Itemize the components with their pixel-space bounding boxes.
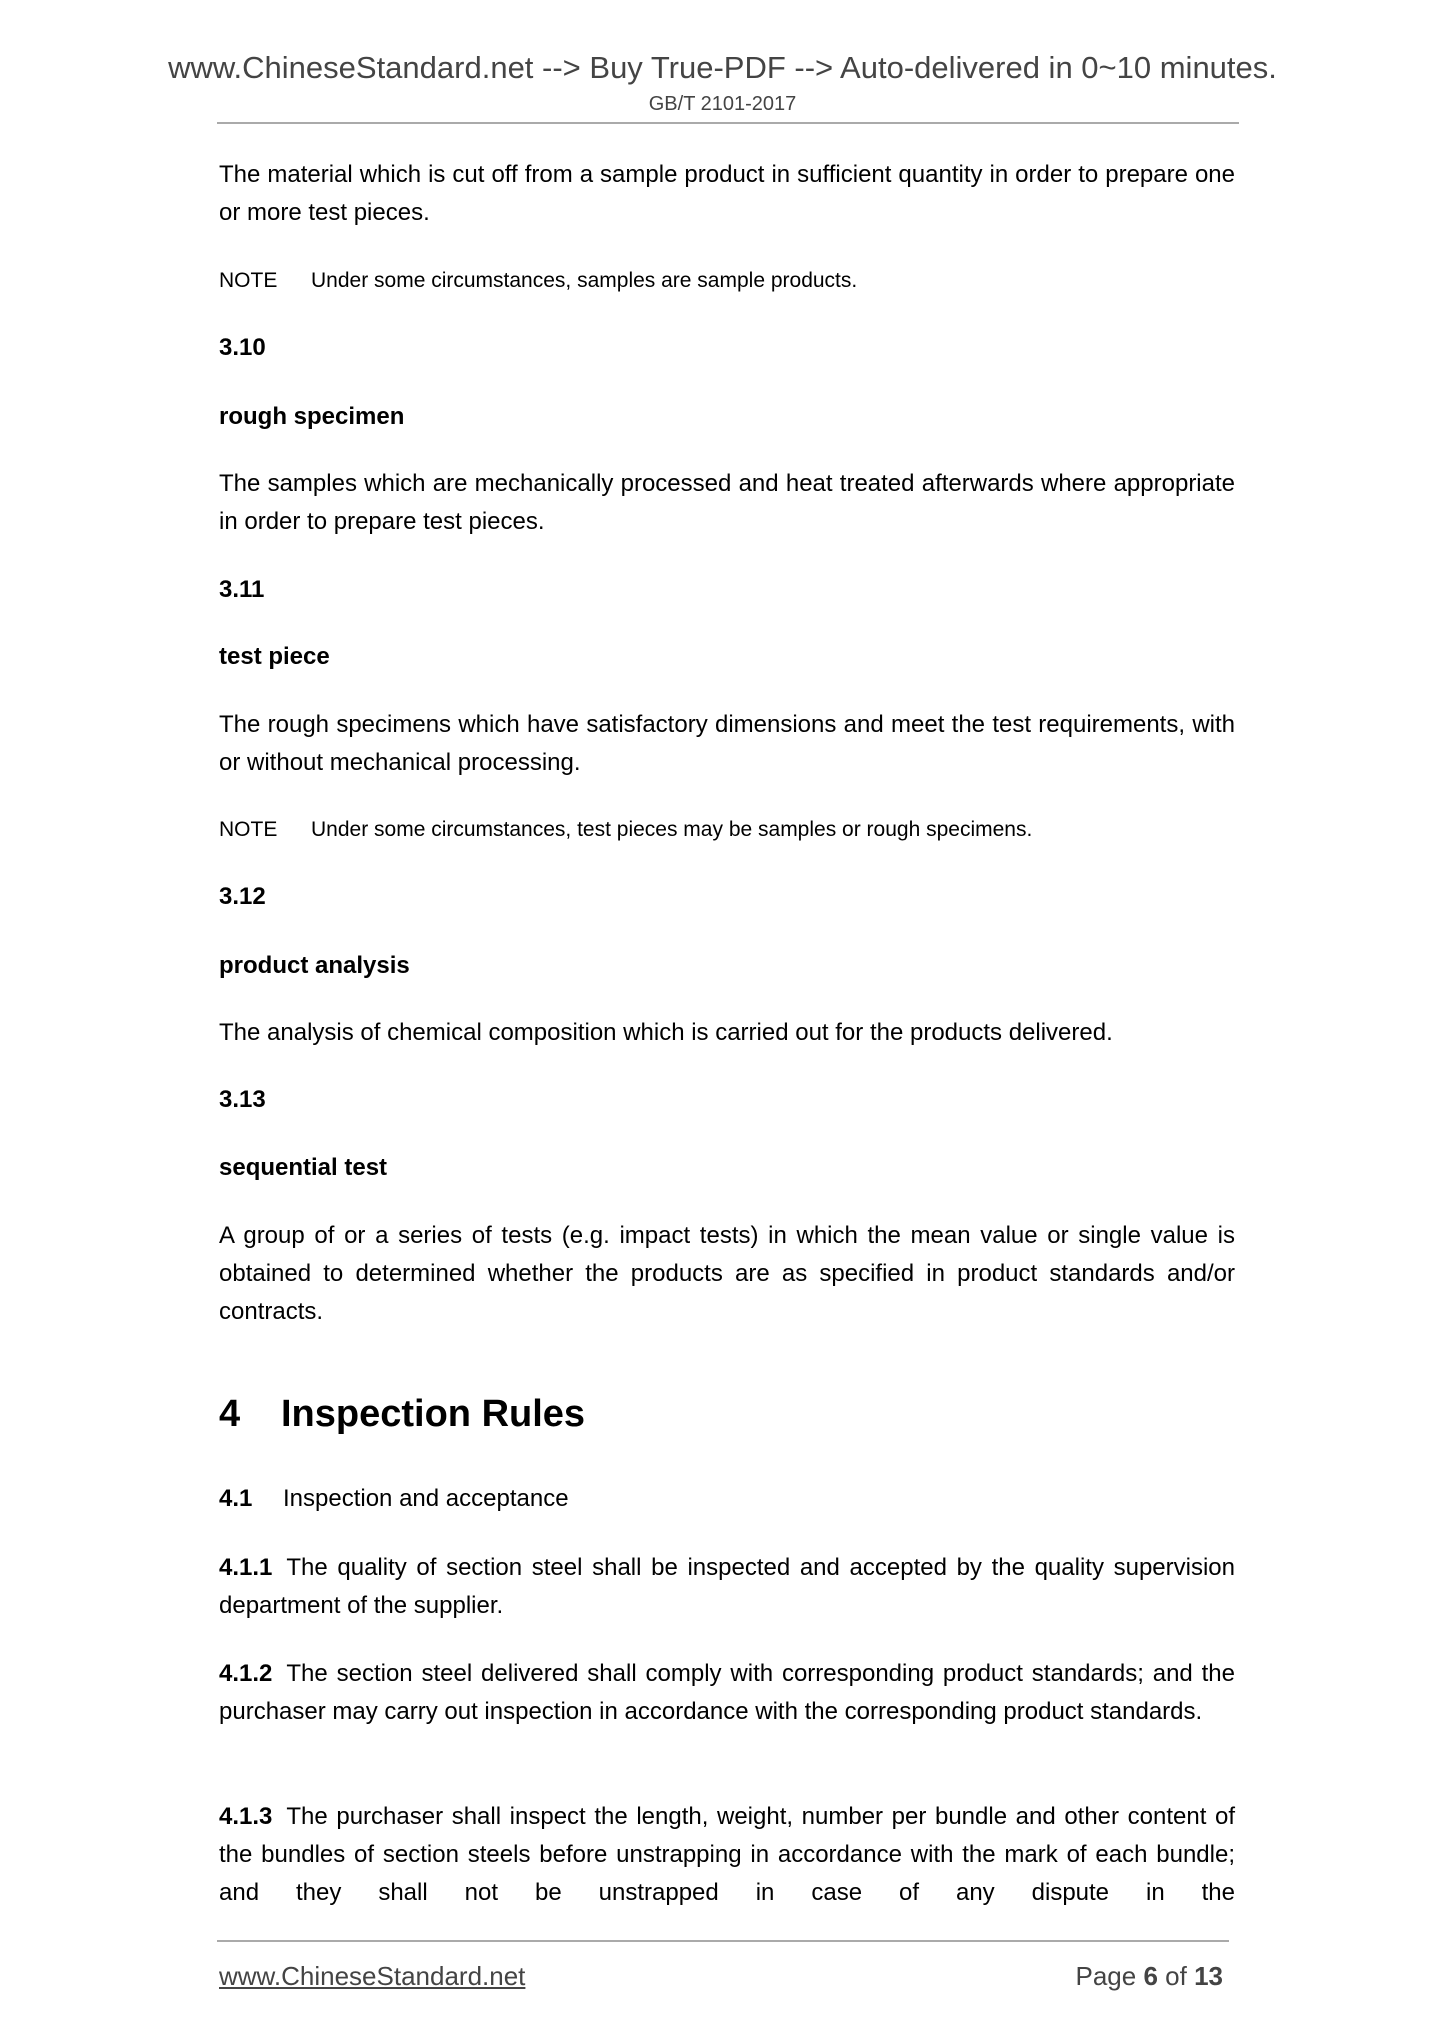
clause-4-1-1 [219, 1549, 1235, 1625]
chapter-number: 4 [219, 1393, 241, 1435]
header-divider [217, 122, 1239, 124]
note-text: Under some circumstances, test pieces may be samples or rough specimens. [311, 818, 1033, 841]
clause-number-3-12: 3.12 [219, 883, 266, 910]
note-1 [219, 266, 857, 296]
section-heading-4-1 [219, 1484, 569, 1514]
definition-product-analysis: The analysis of chemical composition which is carried out for the products delivered. [219, 1019, 1113, 1046]
standard-code: GB/T 2101-2017 [648, 93, 797, 115]
page-prefix: Page [1075, 1961, 1137, 1991]
clause-number-3-10: 3.10 [219, 334, 266, 361]
chapter-title: Inspection Rules [281, 1393, 586, 1435]
page-indicator [1075, 1961, 1223, 1992]
clause-number: 4.1.2 [219, 1660, 273, 1687]
term-sequential-test: sequential test [219, 1154, 388, 1181]
definition-sequential-test: A group of or a series of tests (e.g. impact tests) in which the mean value or single value is obtained to determined whether the products are as specified in product standards and/or contracts. [219, 1222, 1235, 1325]
term-rough-specimen: rough specimen [219, 403, 405, 430]
note-text: Under some circumstances, samples are sample products. [311, 269, 858, 292]
definition-test-piece: The rough specimens which have satisfactory dimensions and meet the test requirements, with or without mechanical processing. [219, 711, 1235, 776]
term-test-piece: test piece [219, 643, 330, 670]
paragraph-sample-definition: The material which is cut off from a sample product in sufficient quantity in order to prepare one or more test pieces. [219, 161, 1235, 226]
note-label: NOTE [219, 818, 278, 841]
page-of: of [1165, 1961, 1187, 1991]
note-2 [219, 815, 1032, 845]
clause-4-1-3 [219, 1798, 1235, 1912]
clause-4-1-2 [219, 1655, 1235, 1731]
clause-text: The purchaser shall inspect the length, weight, number per bundle and other content of the bundles of section steels before unstrapping in accordance with the mark of each bundle; and they shall not be unstrapped in case of any dispute in the [219, 1803, 1235, 1906]
clause-number: 4.1.1 [219, 1554, 273, 1581]
clause-text: The section steel delivered shall comply with corresponding product standards; and the purchaser may carry out inspection in accordance with the corresponding product standards. [219, 1660, 1235, 1725]
section-title: Inspection and acceptance [283, 1485, 569, 1512]
clause-number-3-13: 3.13 [219, 1086, 266, 1113]
page-total: 13 [1194, 1961, 1223, 1991]
clause-text: The quality of section steel shall be inspected and accepted by the quality supervision department of the supplier. [219, 1554, 1235, 1619]
header-banner: www.ChineseStandard.net --> Buy True-PDF --> Auto-delivered in 0~10 minutes. [168, 50, 1277, 85]
section-number: 4.1 [219, 1485, 253, 1512]
clause-number-3-11: 3.11 [219, 576, 265, 603]
clause-number: 4.1.3 [219, 1803, 273, 1830]
chapter-heading-4 [219, 1391, 585, 1437]
page-current: 6 [1143, 1961, 1158, 1991]
note-label: NOTE [219, 269, 278, 292]
definition-rough-specimen: The samples which are mechanically processed and heat treated afterwards where appropriate in order to prepare test pieces. [219, 470, 1235, 535]
footer-website-link[interactable]: www.ChineseStandard.net [219, 1961, 526, 1991]
term-product-analysis: product analysis [219, 952, 410, 979]
footer-divider [217, 1940, 1229, 1942]
